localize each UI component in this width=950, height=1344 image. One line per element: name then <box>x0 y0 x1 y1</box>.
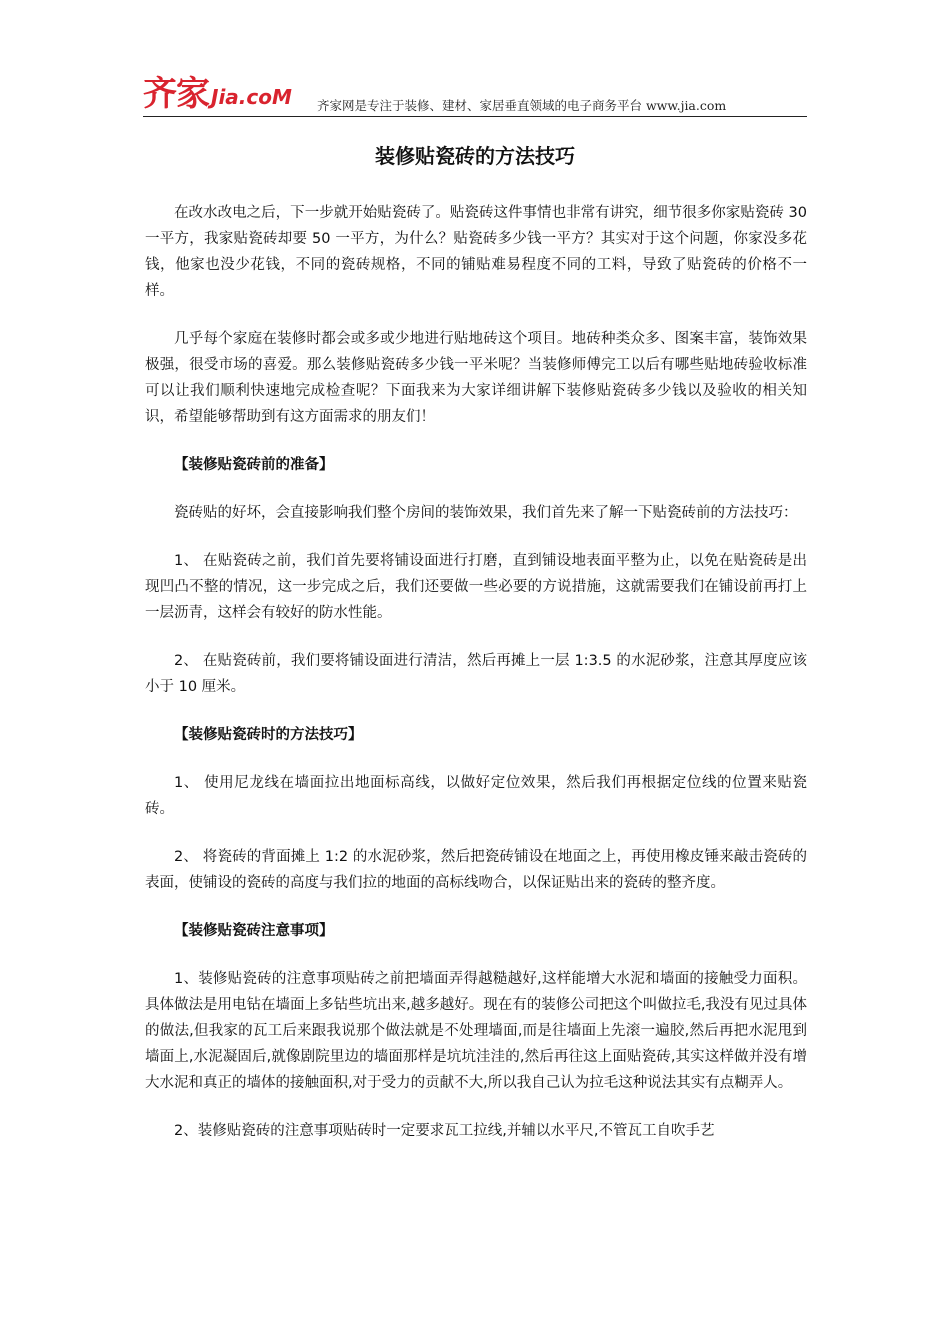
page-header <box>143 64 807 117</box>
paragraph-preparation-step-1: 1、 在贴瓷砖之前，我们首先要将铺设面进行打磨，直到铺设地表面平整为止，以免在贴瓷砖是出现凹凸不整的情况，这一步完成之后，我们还要做一些必要的方说措施，这就需要我们在铺设前再打上一层沥青，这样会有较好的防水性能。 <box>145 553 807 621</box>
document-title: 装修贴瓷砖的方法技巧 <box>375 144 575 168</box>
paragraph-technique-step-2: 2、 将瓷砖的背面摊上 1:2 的水泥砂浆，然后把瓷砖铺设在地面之上，再使用橡皮锤来敲击瓷砖的表面，使铺设的瓷砖的高度与我们拉的地面的高标线吻合，以保证贴出来的瓷砖的整齐度。 <box>145 849 807 891</box>
header-slogan: 齐家网是专注于装修、建材、家居垂直领域的电子商务平台 www.jia.com <box>317 98 727 113</box>
logo-chinese-text: 齐家 <box>143 74 209 114</box>
paragraph-intro: 在改水改电之后，下一步就开始贴瓷砖了。贴瓷砖这件事情也非常有讲究，细节很多你家贴瓷砖 30 一平方，我家贴瓷砖却要 50 一平方，为什么？贴瓷砖多少钱一平方？其实对于这个问题，你家没多花钱，他家也没少花钱，不同的瓷砖规格，不同的铺贴难易程度不同的工料，导致了贴瓷砖的价格不一样。 <box>145 205 807 299</box>
paragraph-note-1: 1、装修贴瓷砖的注意事项贴砖之前把墙面弄得越糙越好,这样能增大水泥和墙面的接触受力面积。具体做法是用电钻在墙面上多钻些坑出来,越多越好。现在有的装修公司把这个叫做拉毛,我没有见过具体的做法,但我家的瓦工后来跟我说那个做法就是不处理墙面,而是往墙面上先滚一遍胶,然后再把水泥甩到墙面上,水泥凝固后,就像剧院里边的墙面那样是坑坑洼洼的,然后再往这上面贴瓷砖,其实这样做并没有增大水泥和真正的墙体的接触面积,对于受力的贡献不大,所以我自己认为拉毛这种说法其实有点糊弄人。 <box>145 971 807 1091</box>
document-body <box>145 200 807 1166</box>
paragraph-overview: 几乎每个家庭在装修时都会或多或少地进行贴地砖这个项目。地砖种类众多、图案丰富，装饰效果极强，很受市场的喜爱。那么装修贴瓷砖多少钱一平米呢？当装修师傅完工以后有哪些贴地砖验收标准可以让我们顺利快速地完成检查呢？下面我来为大家详细讲解下装修贴瓷砖多少钱以及验收的相关知识，希望能够帮助到有这方面需求的朋友们！ <box>145 331 807 425</box>
section-heading-techniques: 【装修贴瓷砖时的方法技巧】 <box>174 727 363 743</box>
section-heading-preparation: 【装修贴瓷砖前的准备】 <box>174 457 334 473</box>
section-heading-notes: 【装修贴瓷砖注意事项】 <box>174 923 334 939</box>
jia-logo <box>143 64 292 114</box>
logo-english-text: Jia.coM <box>211 85 292 109</box>
paragraph-technique-step-1: 1、 使用尼龙线在墙面拉出地面标高线，以做好定位效果，然后我们再根据定位线的位置来贴瓷砖。 <box>145 775 807 817</box>
paragraph-preparation-step-2: 2、 在贴瓷砖前，我们要将铺设面进行清洁，然后再摊上一层 1:3.5 的水泥砂浆，注意其厚度应该小于 10 厘米。 <box>145 653 807 695</box>
paragraph-note-2: 2、装修贴瓷砖的注意事项贴砖时一定要求瓦工拉线,并辅以水平尺,不管瓦工自吹手艺 <box>174 1123 715 1139</box>
paragraph-preparation-intro: 瓷砖贴的好坏，会直接影响我们整个房间的装饰效果，我们首先来了解一下贴瓷砖前的方法技巧： <box>174 505 798 521</box>
